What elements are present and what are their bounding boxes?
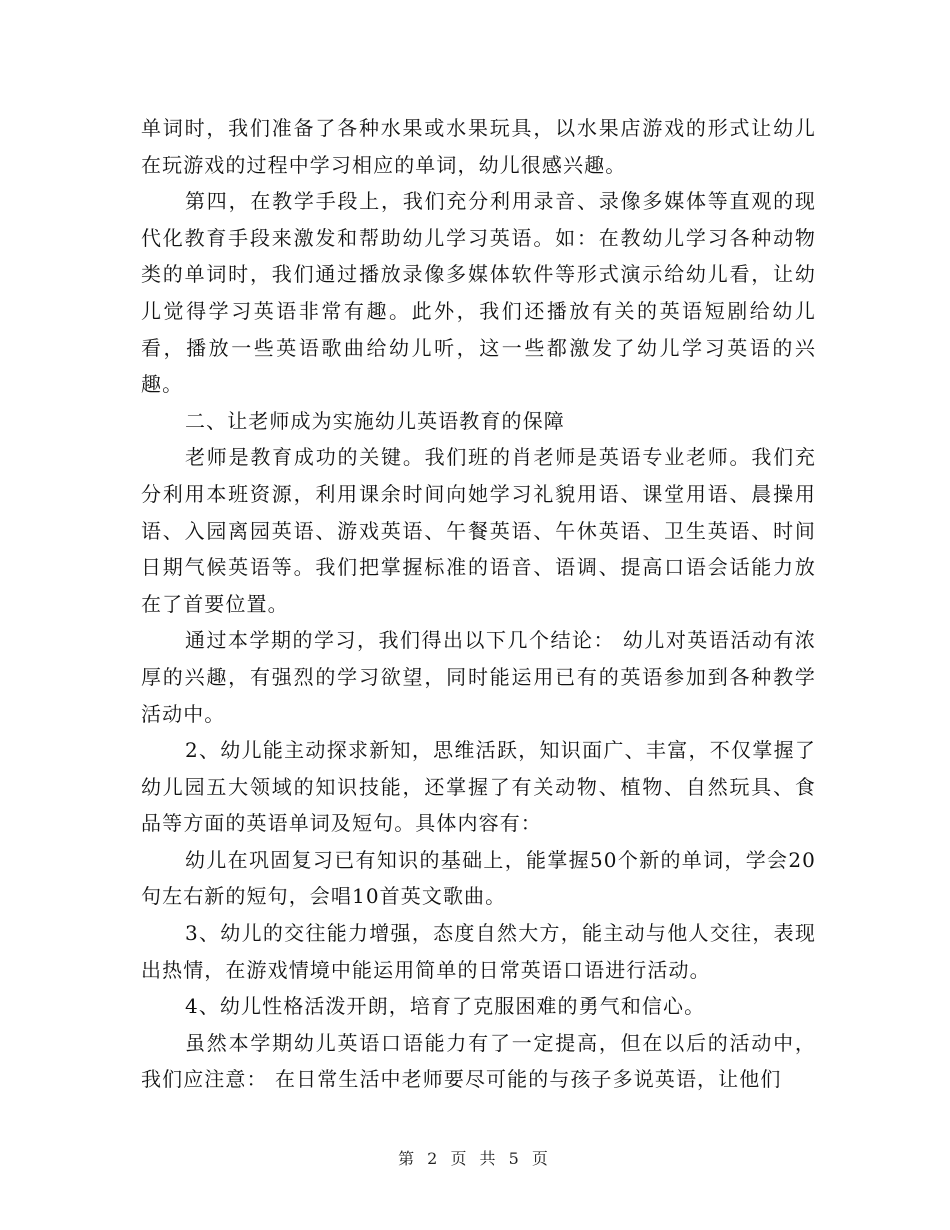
paragraph: 单词时，我们准备了各种水果或水果玩具，以水果店游戏的形式让幼儿在玩游戏的过程中学习相应的单词，幼儿很感兴趣。 [141,116,816,177]
page-number-footer: 第 2 页 共 5 页 [398,1149,552,1168]
paragraph: 幼儿在巩固复习已有知识的基础上，能掌握50个新的单词，学会20句左右新的短句，会唱10首英文歌曲。 [141,847,816,909]
paragraph: 第四，在教学手段上，我们充分利用录音、录像多媒体等直观的现代化教育手段来激发和帮助幼儿学习英语。如：在教幼儿学习各种动物类的单词时，我们通过播放录像多媒体软件等形式演示给幼儿看，让幼儿觉得学习英语非常有趣。此外，我们还播放有关的英语短剧给幼儿看，播放一些英语歌曲给幼儿听，这一些都激发了幼儿学习英语的兴趣。 [141,189,816,397]
paragraph: 2、幼儿能主动探求新知，思维活跃，知识面广、丰富，不仅掌握了幼儿园五大领域的知识技能，还掌握了有关动物、植物、自然玩具、食品等方面的英语单词及短句。具体内容有： [141,738,816,836]
document-body [141,110,816,1098]
paragraph: 4、幼儿性格活泼开朗，培育了克服困难的勇气和信心。 [185,994,706,1019]
paragraph: 虽然本学期幼儿英语口语能力有了一定提高，但在以后的活动中，我们应注意： 在日常生活中老师要尽可能的与孩子多说英语，让他们 [141,1030,816,1092]
paragraph: 3、幼儿的交往能力增强，态度自然大方，能主动与他人交往，表现出热情，在游戏情境中能运用简单的日常英语口语进行活动。 [141,921,816,982]
paragraph: 老师是教育成功的关键。我们班的肖老师是英语专业老师。我们充分利用本班资源，利用课余时间向她学习礼貌用语、课堂用语、晨操用语、入园离园英语、游戏英语、午餐英语、午休英语、卫生英语、时间日期气候英语等。我们把掌握标准的语音、语调、提高口语会话能力放在了首要位置。 [141,445,816,616]
paragraph: 通过本学期的学习，我们得出以下几个结论： 幼儿对英语活动有浓厚的兴趣，有强烈的学习欲望，同时能运用已有的英语参加到各种教学活动中。 [141,628,816,726]
section-heading: 二、让老师成为实施幼儿英语教育的保障 [185,408,565,433]
